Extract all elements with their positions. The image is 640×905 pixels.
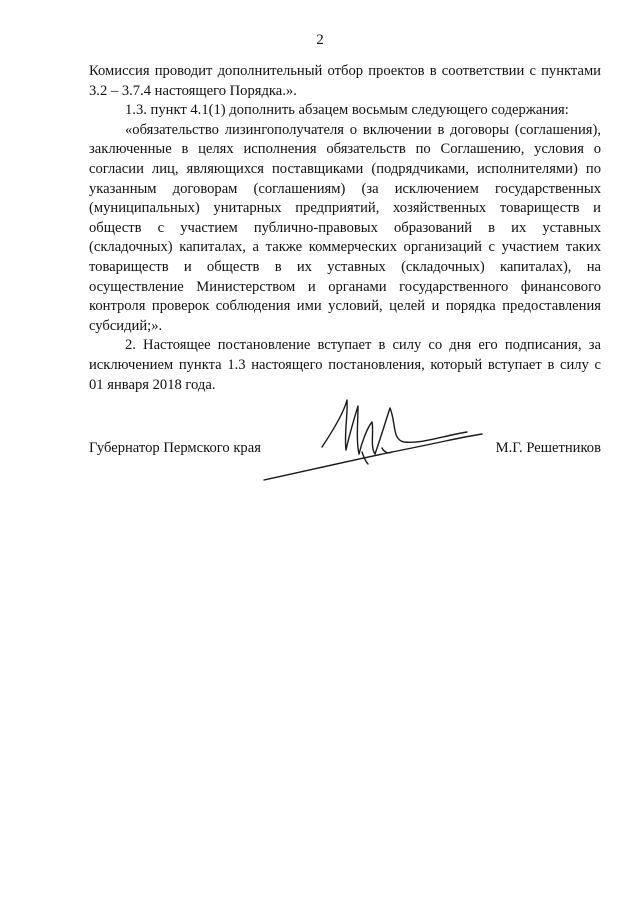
paragraph-lessee-obligation: «обязательство лизингополучателя о включении в договоры (соглашения), заключенные в целях исполнения обязательств по Соглашению, условия о согласии лиц, являющихся поставщиками (подрядчиками, исполнителями) по указанным договорам (соглашениям) (за исключением государственных (муниципальных) унитарных предприятий, хозяйственных товариществ и обществ с участием публично-правовых образований в их уставных (складочных) капиталах, а также коммерческих организаций с участием таких товариществ и обществ в их уставных (складочных) капиталах), на осуществление Министерством и органами государственного финансового контроля проверок соблюдения ими условий, целей и порядка предоставления субсидий;». (89, 121, 601, 334)
paragraph-amendment-1-3: 1.3. пункт 4.1(1) дополнить абзацем восьмым следующего содержания: (125, 102, 569, 119)
signature-block (89, 440, 601, 464)
page-number: 2 (316, 32, 324, 48)
paragraph-entry-into-force: 2. Настоящее постановление вступает в силу со дня его подписания, за исключением пункта 1.3 настоящего постановления, который вступает в силу с 01 января 2018 года. (89, 337, 601, 393)
document-body (89, 62, 601, 395)
signatory-position: Губернатор Пермского края (89, 440, 261, 456)
paragraph-commission-selection: Комиссия проводит дополнительный отбор проектов в соответствии с пунктами 3.2 – 3.7.4 настоящего Порядка.». (89, 63, 601, 99)
signatory-name: М.Г. Решетников (495, 440, 601, 456)
